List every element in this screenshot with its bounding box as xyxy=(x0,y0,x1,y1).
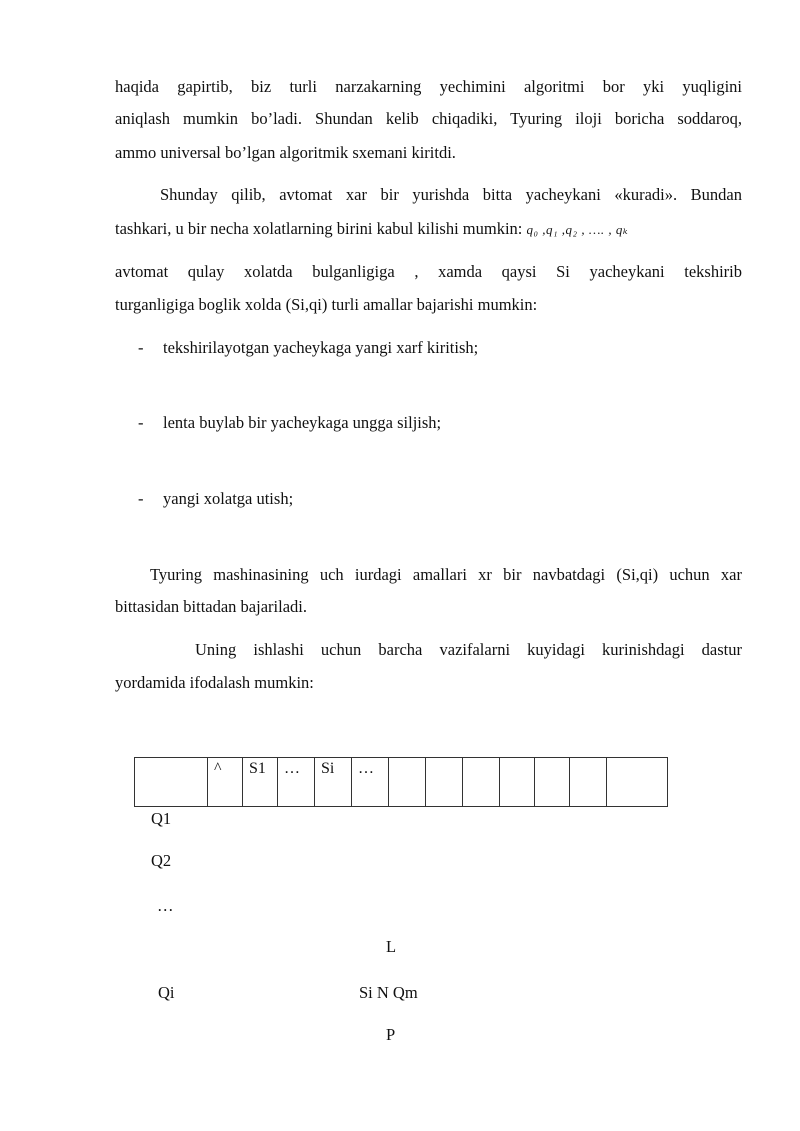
paragraph-5-line-2: yordamida ifodalash mumkin: xyxy=(115,673,314,692)
paragraph-4-line-2: bittasidan bittadan bajariladi. xyxy=(115,597,307,616)
tape-cell xyxy=(135,758,208,807)
tape-cell xyxy=(535,758,570,807)
state-label-q1: Q1 xyxy=(151,809,172,828)
tape-cell: … xyxy=(278,758,315,807)
tape-cell xyxy=(426,758,463,807)
paragraph-1-line-3: ammo universal bo’lgan algoritmik sxemani kiritdi. xyxy=(115,143,456,162)
transition-move-right: P xyxy=(386,1025,396,1044)
tape-cell xyxy=(607,758,668,807)
state-label-ellipsis: … xyxy=(157,896,174,915)
tape-cell: … xyxy=(352,758,389,807)
state-label-qi: Qi xyxy=(158,983,175,1002)
paragraph-2-line-1: Shunday qilib, avtomat xar bir yurishda bitta yacheykani «kuradi». Bundan xyxy=(160,185,742,204)
bullet-item-1: tekshirilayotgan yacheykaga yangi xarf kiritish; xyxy=(163,338,479,357)
tape-cell xyxy=(570,758,607,807)
tape-cell xyxy=(500,758,535,807)
bullet-item-2: lenta buylab bir yacheykaga ungga siljish; xyxy=(163,413,442,432)
state-label-q2: Q2 xyxy=(151,851,172,870)
tape-cell: ^ xyxy=(208,758,243,807)
paragraph-1-line-1: haqida gapirtib, biz turli narzakarning yechimini algoritmi bor yki yuqligini xyxy=(115,77,742,96)
bullet-dash: - xyxy=(138,413,144,432)
transition-move-left: L xyxy=(386,937,397,956)
tape-cell xyxy=(389,758,426,807)
tape-cell xyxy=(463,758,500,807)
tape-cell: S1 xyxy=(243,758,278,807)
paragraph-2-line-2 xyxy=(115,219,628,240)
bullet-dash: - xyxy=(138,489,144,508)
bullet-item-3: yangi xolatga utish; xyxy=(163,489,294,508)
bullet-dash: - xyxy=(138,338,144,357)
state-sequence-formula: q₀ ,q₁ ,q₂ , …. , qₖ xyxy=(526,222,629,237)
tape-cell: Si xyxy=(315,758,352,807)
transition-command: Si N Qm xyxy=(359,983,418,1002)
paragraph-1-line-2: aniqlash mumkin bo’ladi. Shundan kelib chiqadiki, Tyuring iloji boricha soddaroq, xyxy=(115,109,742,128)
paragraph-4-line-1: Tyuring mashinasining uch iurdagi amallari xr bir navbatdagi (Si,qi) uchun xar xyxy=(150,565,742,584)
turing-tape xyxy=(134,757,668,807)
paragraph-3-line-2: turganligiga boglik xolda (Si,qi) turli amallar bajarishi mumkin: xyxy=(115,295,538,314)
paragraph-5-line-1: Uning ishlashi uchun barcha vazifalarni kuyidagi kurinishdagi dastur xyxy=(195,640,742,659)
paragraph-3-line-1: avtomat qulay xolatda bulganligiga , xamda qaysi Si yacheykani tekshirib xyxy=(115,262,742,281)
paragraph-2-text: tashkari, u bir necha xolatlarning birini kabul kilishi mumkin: xyxy=(115,219,523,238)
